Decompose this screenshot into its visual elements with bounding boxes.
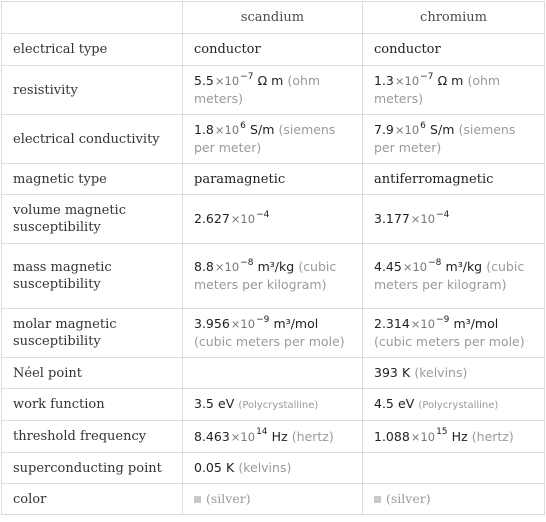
value-cell-scandium [183, 34, 363, 66]
value-mantissa: 5.5 [194, 73, 214, 88]
color-swatch [374, 496, 381, 503]
value-exponent: −9 [256, 314, 270, 325]
value-mantissa: 7.9 [374, 122, 394, 137]
table-row [2, 195, 545, 244]
value-number: 0.05 [194, 460, 222, 475]
value-cell-chromium [363, 244, 545, 309]
times-ten-symbol: ×10 [214, 260, 240, 274]
value-cell-scandium [183, 453, 363, 484]
value-number [374, 122, 426, 137]
times-ten-symbol: ×10 [402, 260, 428, 274]
table-row [2, 66, 545, 115]
times-ten-symbol: ×10 [394, 123, 420, 137]
value-exponent: 6 [240, 120, 246, 131]
value-cell-scandium [183, 164, 363, 195]
row-label: superconducting point [2, 453, 183, 484]
value-cell-chromium [363, 358, 545, 389]
value-unit-name: (cubic meters per kilogram) [194, 259, 337, 292]
value-number: 4.5 [374, 396, 394, 411]
value-mantissa: 2.627 [194, 211, 230, 226]
value-exponent: −7 [240, 71, 254, 82]
value-mantissa: 8.463 [194, 428, 230, 444]
value-unit: Hz [271, 428, 288, 444]
value-unit-name: (cubic meters per mole) [194, 334, 345, 349]
times-ten-symbol: ×10 [394, 74, 420, 88]
value-unit-name: (hertz) [291, 428, 334, 444]
value-exponent: −4 [256, 209, 270, 220]
value-cell-chromium [363, 484, 545, 515]
table-row [2, 484, 545, 515]
header-row [2, 2, 545, 34]
value-unit-name: (kelvins) [414, 365, 468, 380]
table-row [2, 389, 545, 421]
row-label: mass magnetic susceptibility [2, 244, 183, 309]
value-number [374, 316, 449, 331]
value-exponent: 15 [436, 427, 448, 438]
value-mantissa: 4.45 [374, 259, 402, 274]
table-row [2, 421, 545, 453]
value-unit-name: (cubic meters per mole) [374, 334, 525, 349]
table-row [2, 244, 545, 309]
value-exponent: 14 [256, 427, 268, 438]
color-name: (silver) [206, 491, 251, 506]
row-label: resistivity [2, 66, 183, 115]
value-cell-chromium [363, 164, 545, 195]
value-cell-scandium [183, 309, 363, 358]
color-swatch [194, 496, 201, 503]
times-ten-symbol: ×10 [230, 429, 256, 444]
value-note: (Polycrystalline) [418, 400, 499, 411]
value-exponent: 6 [420, 120, 426, 131]
value-cell-scandium [183, 358, 363, 389]
value-cell-scandium [183, 66, 363, 115]
times-ten-symbol: ×10 [214, 123, 240, 137]
table-row [2, 164, 545, 195]
value-cell-chromium [363, 421, 545, 453]
value-unit-name: (kelvins) [238, 460, 292, 475]
value-unit: S/m [250, 122, 275, 137]
value-exponent: −9 [436, 314, 450, 325]
times-ten-symbol: ×10 [230, 212, 256, 226]
row-label: Néel point [2, 358, 183, 389]
row-label: volume magnetic susceptibility [2, 195, 183, 244]
value-unit-name: (ohm meters) [374, 73, 501, 106]
value-mantissa: 3.177 [374, 211, 410, 226]
value-cell-scandium [183, 389, 363, 421]
value-number [374, 259, 441, 274]
times-ten-symbol: ×10 [410, 429, 436, 444]
properties-table [1, 1, 545, 515]
value-unit: eV [398, 396, 415, 411]
column-header: chromium [363, 2, 545, 34]
value-unit: S/m [430, 122, 455, 137]
value-unit: K [225, 460, 235, 475]
properties-table-body [2, 2, 545, 515]
value-cell-chromium [363, 115, 545, 164]
value-unit: m³/kg [445, 259, 483, 274]
value-number [194, 73, 253, 88]
value-number: 3.5 [194, 396, 214, 411]
value-exponent: −8 [428, 257, 442, 268]
color-name: (silver) [386, 491, 431, 506]
value-unit: m³/mol [453, 316, 499, 331]
value-unit-name: (siemens per meter) [194, 122, 336, 155]
table-row [2, 34, 545, 66]
row-label: molar magnetic susceptibility [2, 309, 183, 358]
row-label: electrical conductivity [2, 115, 183, 164]
row-label: electrical type [2, 34, 183, 66]
column-header: scandium [183, 2, 363, 34]
value-unit-name: (siemens per meter) [374, 122, 516, 155]
value-unit: K [402, 365, 411, 380]
value-text: conductor [374, 42, 441, 57]
table-row [2, 309, 545, 358]
times-ten-symbol: ×10 [214, 74, 240, 88]
value-mantissa: 1.3 [374, 73, 394, 88]
value-unit: m³/kg [257, 259, 295, 274]
value-unit: eV [218, 396, 235, 411]
table-row [2, 115, 545, 164]
value-number [194, 429, 268, 444]
value-mantissa: 1.088 [374, 428, 410, 444]
value-unit-name: (cubic meters per kilogram) [374, 259, 525, 292]
value-number [374, 73, 433, 88]
value-number [374, 211, 449, 226]
header-corner-cell [2, 2, 183, 34]
row-label: magnetic type [2, 164, 183, 195]
times-ten-symbol: ×10 [410, 317, 436, 331]
value-cell-chromium [363, 195, 545, 244]
value-cell-chromium [363, 34, 545, 66]
value-unit-name: (hertz) [471, 428, 514, 444]
value-exponent: −7 [420, 71, 434, 82]
times-ten-symbol: ×10 [410, 212, 436, 226]
value-exponent: −4 [436, 209, 450, 220]
value-unit-name: (ohm meters) [194, 73, 321, 106]
row-label: color [2, 484, 183, 515]
value-number [194, 316, 269, 331]
value-cell-scandium [183, 115, 363, 164]
value-number [194, 122, 246, 137]
value-unit: Hz [451, 428, 468, 444]
value-unit: Ω m [257, 73, 284, 88]
value-cell-scandium [183, 195, 363, 244]
value-number: 393 [374, 365, 398, 380]
value-mantissa: 8.8 [194, 259, 214, 274]
value-unit: Ω m [437, 73, 464, 88]
value-number [374, 429, 448, 444]
value-cell-scandium [183, 421, 363, 453]
value-cell-chromium [363, 389, 545, 421]
value-text: paramagnetic [194, 171, 286, 187]
value-number [194, 259, 253, 274]
value-mantissa: 3.956 [194, 316, 230, 331]
value-number [194, 211, 269, 226]
value-mantissa: 2.314 [374, 316, 410, 331]
value-cell-chromium [363, 309, 545, 358]
value-text: antiferromagnetic [374, 171, 494, 187]
value-cell-chromium [363, 453, 545, 484]
value-cell-scandium [183, 244, 363, 309]
table-row [2, 453, 545, 484]
value-note: (Polycrystalline) [238, 400, 319, 411]
times-ten-symbol: ×10 [230, 317, 256, 331]
row-label: threshold frequency [2, 421, 183, 453]
table-row [2, 358, 545, 389]
row-label: work function [2, 389, 183, 421]
value-cell-chromium [363, 66, 545, 115]
value-unit: m³/mol [273, 316, 319, 331]
value-text: conductor [194, 42, 261, 57]
value-mantissa: 1.8 [194, 122, 214, 137]
value-cell-scandium [183, 484, 363, 515]
value-exponent: −8 [240, 257, 254, 268]
